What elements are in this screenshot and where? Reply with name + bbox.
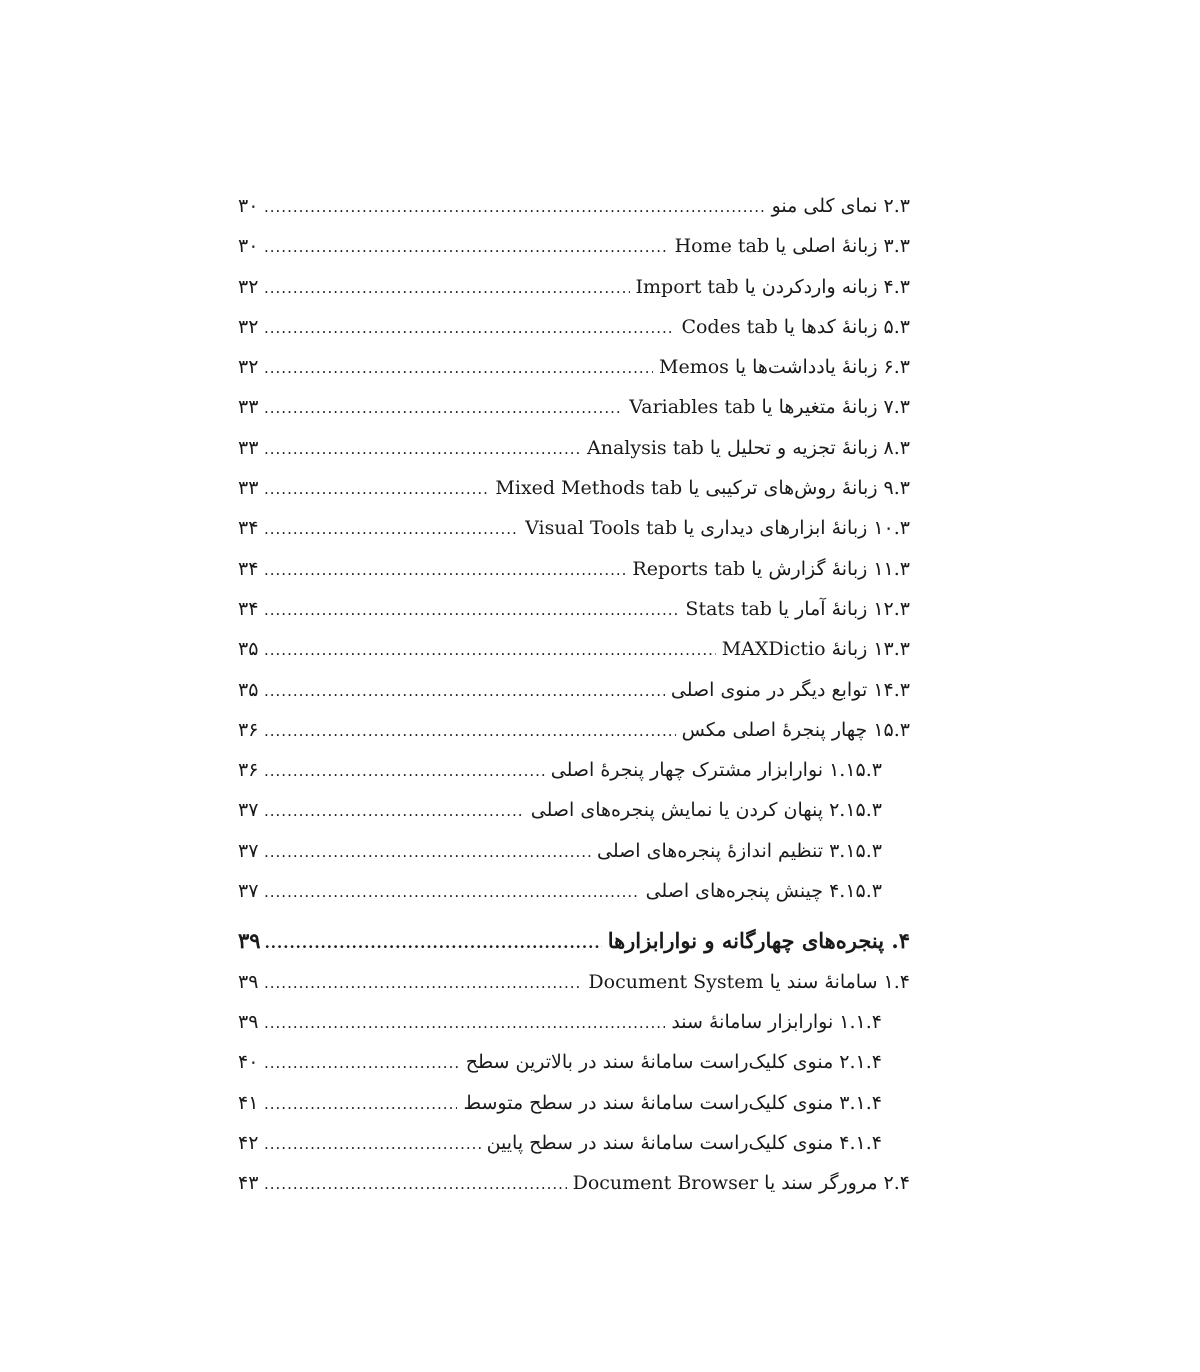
toc-entry-page: ۳۳ bbox=[238, 477, 259, 500]
toc-chapter-heading bbox=[238, 921, 910, 961]
toc-entry-title: ۱.۴ سامانهٔ سند یا Document System bbox=[588, 970, 910, 993]
toc-leader-dots bbox=[264, 963, 582, 1003]
toc-leader-dots bbox=[264, 469, 489, 509]
toc-entry-title: ۳.۱.۴ منوی کلیک‌راست سامانهٔ سند در سطح متوسط bbox=[463, 1091, 882, 1114]
toc-leader-dots bbox=[264, 751, 545, 791]
toc-leader-dots bbox=[264, 872, 640, 912]
toc-leader-dots bbox=[265, 923, 602, 963]
toc-entry-page: ۳۵ bbox=[238, 678, 259, 701]
toc-entry-page: ۳۶ bbox=[238, 759, 259, 782]
toc-leader-dots bbox=[264, 187, 766, 227]
toc-entry bbox=[238, 468, 910, 508]
toc-entry-title: ۱۲.۳ زبانهٔ آمار یا Stats tab bbox=[685, 597, 910, 620]
toc-entry bbox=[238, 226, 910, 266]
toc-entry-title: ۱.۱۵.۳ نوارابزار مشترک چهار پنجرهٔ اصلی bbox=[550, 759, 882, 782]
toc-entry-page: ۳۵ bbox=[238, 638, 259, 661]
toc-subentry bbox=[238, 1083, 910, 1123]
toc-entry-page: ۴۰ bbox=[238, 1051, 259, 1074]
toc-leader-dots bbox=[264, 671, 665, 711]
toc-entry-title: ۴.۱.۴ منوی کلیک‌راست سامانهٔ سند در سطح پایین bbox=[486, 1131, 882, 1154]
toc-entry-title: ۱۵.۳ چهار پنجرهٔ اصلی مکس bbox=[681, 718, 910, 741]
toc-leader-dots bbox=[264, 268, 630, 308]
toc-entry-title: ۷.۳ زبانهٔ متغیرها یا Variables tab bbox=[629, 396, 910, 419]
toc-entry-title: ۱۰.۳ زبانهٔ ابزارهای دیداری یا Visual Tools tab bbox=[525, 517, 910, 540]
toc-subentry bbox=[238, 871, 910, 911]
toc-entry bbox=[238, 670, 910, 710]
toc-entry bbox=[238, 962, 910, 1002]
toc-entry-title: ۱.۱.۴ نوارابزار سامانهٔ سند bbox=[671, 1010, 882, 1033]
toc-subentry bbox=[238, 750, 910, 790]
toc-entry-page: ۳۶ bbox=[238, 718, 259, 741]
toc-entry-title: ۹.۳ زبانهٔ روش‌های ترکیبی یا Mixed Methods tab bbox=[495, 477, 910, 500]
toc-entry-page: ۳۹ bbox=[238, 1010, 259, 1033]
toc-entry-page: ۳۲ bbox=[238, 275, 259, 298]
toc-entry bbox=[238, 508, 910, 548]
toc-entry-page: ۳۴ bbox=[238, 597, 259, 620]
toc-entry-title: ۴.۱۵.۳ چینش پنجره‌های اصلی bbox=[645, 880, 882, 903]
toc-entry-page: ۳۲ bbox=[238, 356, 259, 379]
toc-leader-dots bbox=[264, 509, 519, 549]
toc-entry-page: ۴۲ bbox=[238, 1131, 259, 1154]
toc-entry bbox=[238, 549, 910, 589]
toc-entry bbox=[238, 387, 910, 427]
toc-entry-page: ۳۹ bbox=[238, 970, 259, 993]
toc-entry bbox=[238, 710, 910, 750]
toc-leader-dots bbox=[264, 711, 676, 751]
toc-entry-title: ۸.۳ زبانهٔ تجزیه و تحلیل یا Analysis tab bbox=[587, 436, 910, 459]
toc-entry-page: ۳۳ bbox=[238, 436, 259, 459]
toc-subentry bbox=[238, 1002, 910, 1042]
toc-entry-title: ۱۱.۳ زبانهٔ گزارش یا Reports tab bbox=[632, 557, 910, 580]
toc-entry-title: ۲.۴ مرورگر سند یا Document Browser bbox=[572, 1172, 910, 1195]
toc-leader-dots bbox=[264, 630, 716, 670]
toc-subentry bbox=[238, 790, 910, 830]
toc-entry-title: ۴. پنجره‌های چهارگانه و نوارابزارها bbox=[607, 928, 910, 954]
toc-entry-page: ۳۲ bbox=[238, 315, 259, 338]
toc-leader-dots bbox=[264, 1164, 567, 1204]
toc-subentry bbox=[238, 1123, 910, 1163]
toc-entry-page: ۳۹ bbox=[238, 928, 261, 954]
toc-leader-dots bbox=[264, 1003, 665, 1043]
toc-entry-title: ۲.۱۵.۳ پنهان کردن یا نمایش پنجره‌های اصلی bbox=[530, 799, 882, 822]
toc-entry-title: ۴.۳ زبانه واردکردن یا Import tab bbox=[635, 275, 910, 298]
toc-leader-dots bbox=[264, 1043, 460, 1083]
toc-leader-dots bbox=[264, 308, 675, 348]
toc-entry-page: ۴۱ bbox=[238, 1091, 259, 1114]
toc-entry bbox=[238, 267, 910, 307]
toc-subentry bbox=[238, 831, 910, 871]
toc-leader-dots bbox=[264, 348, 653, 388]
toc-entry-page: ۳۴ bbox=[238, 557, 259, 580]
toc-entry bbox=[238, 186, 910, 226]
toc-entry bbox=[238, 589, 910, 629]
toc-entry bbox=[238, 629, 910, 669]
toc-entry-title: ۳.۱۵.۳ تنظیم اندازهٔ پنجره‌های اصلی bbox=[597, 839, 882, 862]
toc-entry-title: ۱۴.۳ توابع دیگر در منوی اصلی bbox=[670, 678, 910, 701]
toc-entry-title: ۲.۱.۴ منوی کلیک‌راست سامانهٔ سند در بالاترین سطح bbox=[465, 1051, 882, 1074]
toc-entry-page: ۳۴ bbox=[238, 517, 259, 540]
toc-entry-page: ۳۰ bbox=[238, 195, 259, 217]
toc-leader-dots bbox=[264, 832, 591, 872]
toc-entry bbox=[238, 307, 910, 347]
toc-entry-page: ۳۰ bbox=[238, 235, 259, 258]
toc-leader-dots bbox=[264, 1124, 481, 1164]
toc-entry bbox=[238, 1163, 910, 1203]
toc-leader-dots bbox=[264, 227, 669, 267]
toc-entry-page: ۳۷ bbox=[238, 839, 259, 862]
toc-leader-dots bbox=[264, 791, 525, 831]
toc-entry-page: ۳۷ bbox=[238, 880, 259, 903]
toc-entry-page: ۳۷ bbox=[238, 799, 259, 822]
toc-leader-dots bbox=[264, 1084, 457, 1124]
toc-subentry bbox=[238, 1042, 910, 1082]
table-of-contents bbox=[238, 186, 910, 1203]
toc-leader-dots bbox=[264, 590, 679, 630]
toc-entry-title: ۵.۳ زبانهٔ کدها یا Codes tab bbox=[681, 315, 910, 338]
toc-entry-title: ۳.۳ زبانهٔ اصلی یا Home tab bbox=[674, 235, 910, 258]
toc-entry-title: ۶.۳ زبانهٔ یادداشت‌ها یا Memos bbox=[659, 356, 910, 379]
toc-leader-dots bbox=[264, 388, 623, 428]
toc-entry bbox=[238, 347, 910, 387]
toc-entry-page: ۳۳ bbox=[238, 396, 259, 419]
toc-entry-page: ۴۳ bbox=[238, 1172, 259, 1195]
toc-leader-dots bbox=[264, 429, 581, 469]
toc-entry-title: ۱۳.۳ زبانهٔ MAXDictio bbox=[721, 638, 910, 661]
toc-entry-title: ۲.۳ نمای کلی منو bbox=[771, 195, 910, 217]
toc-entry bbox=[238, 428, 910, 468]
toc-leader-dots bbox=[264, 550, 626, 590]
